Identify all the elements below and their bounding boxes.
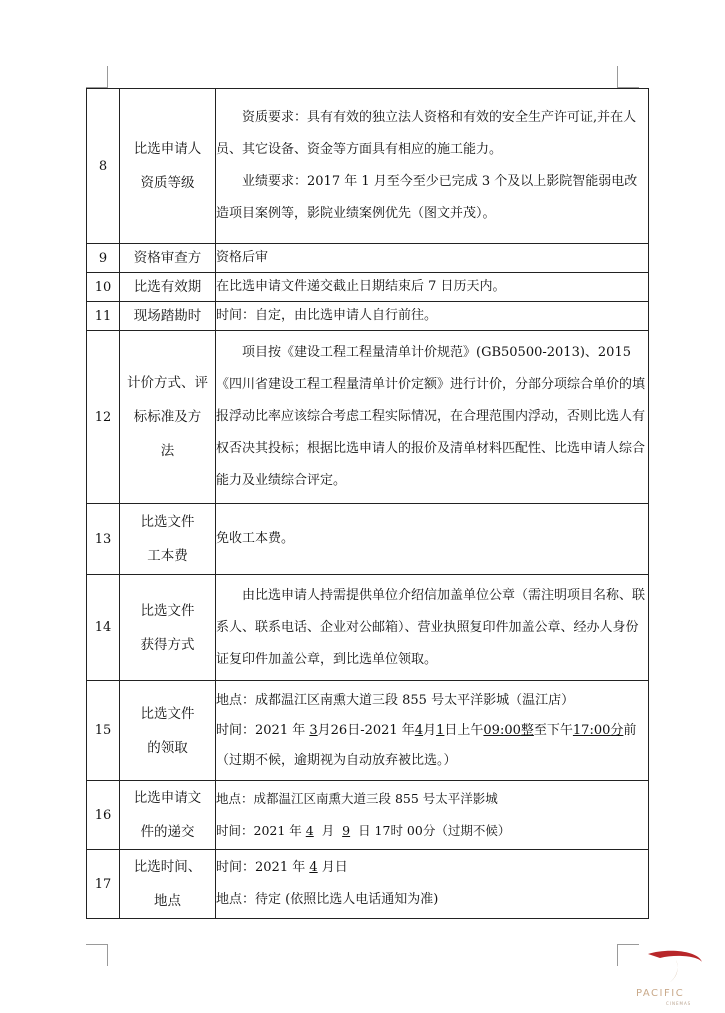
item-label-line: 标标准及方: [133, 409, 202, 425]
item-label-line: 比选申请文: [133, 790, 202, 806]
submit-time-line: [216, 815, 648, 847]
row-number: 13: [87, 504, 120, 575]
row-number: 16: [87, 781, 120, 850]
crop-mark-bottom-left-h: [86, 944, 107, 945]
month-value: 4: [305, 823, 314, 838]
day-value: 26: [330, 722, 348, 738]
item-content: [216, 331, 649, 504]
item-label-line: 比选申请人: [133, 141, 202, 157]
time-value: 09:00: [483, 722, 521, 738]
row-number: 8: [87, 89, 120, 244]
item-content: [216, 575, 649, 681]
content-paragraph: 地点：待定 (依照比选人电话通知为准): [216, 892, 439, 907]
content-paragraph: 项目按《建设工程工程量清单计价规范》(GB50500-2013)、2015《四川省建设工程工程量清单计价定额》进行计价，分部分项综合单价的填报浮动比率应该综合考虑工程实际情况，在合理范围内浮动，否则比选人有权否决其投标；根据比选申请人的报价及清单材料匹配性、比选申请人综合能力及业绩综合评定。: [216, 345, 646, 488]
item-label-line: 资格审查方: [133, 250, 202, 266]
item-content: [216, 273, 649, 302]
table-row: [87, 302, 649, 331]
content-paragraph: 业绩要求：2017 年 1 月至今至少已完成 3 个及以上影院智能弱电改造项目案例等，影院业绩案例优先（图文并茂）。: [216, 174, 638, 221]
item-label-line: 比选文件: [140, 602, 195, 619]
day-value: 9: [342, 823, 351, 838]
content-paragraph: 地点：成都温江区南熏大道三段 855 号太平洋影城（温江店）: [216, 692, 575, 708]
crop-mark-bottom-right-v: [617, 944, 618, 966]
table-row: [87, 781, 649, 850]
month-value: 4: [414, 722, 424, 738]
text: 日-2021 年: [347, 722, 415, 738]
item-label-line: 获得方式: [140, 636, 195, 653]
text: 日: [334, 860, 348, 875]
item-label-line: 地点: [154, 893, 181, 909]
content-paragraph: 地点：成都温江区南熏大道三段 855 号太平洋影城: [216, 791, 498, 806]
text: 前（过期不候，逾期视为自动放弃被比选。）: [216, 722, 637, 768]
item-label-line: 法: [160, 443, 175, 459]
crop-mark-bottom-left-v: [107, 944, 108, 966]
item-label: [120, 244, 216, 273]
item-label: [120, 89, 216, 244]
logo-swoosh: [648, 951, 702, 962]
item-content: [216, 244, 649, 273]
text: 至下午: [533, 722, 573, 738]
item-label-line: 工本费: [147, 548, 188, 564]
text: 月: [423, 722, 437, 738]
row-number: 15: [87, 681, 120, 781]
bid-info-table: [86, 88, 649, 919]
item-label-line: 比选文件: [140, 705, 195, 722]
text: 月: [321, 860, 335, 875]
text: 时间：2021 年: [216, 860, 306, 875]
selection-time-line: [216, 852, 648, 884]
content-paragraph: 时间：自定，由比选申请人自行前往。: [216, 308, 438, 323]
item-label: [120, 781, 216, 850]
row-number: 10: [87, 273, 120, 302]
month-value: 4: [309, 860, 318, 875]
table-row: [87, 504, 649, 575]
crop-mark-top-right-v: [617, 66, 618, 88]
table-row: [87, 89, 649, 244]
row-number: 14: [87, 575, 120, 681]
text: 日 17时 00分（过期不候）: [358, 823, 511, 838]
item-label-line: 比选时间、: [133, 859, 202, 875]
month-value: 3: [309, 722, 318, 738]
content-paragraph: 资质要求：具有有效的独立法人资格和有效的安全生产许可证,并在人员、其它设备、资金等方面具有相应的施工能力。: [216, 110, 637, 157]
item-label: [120, 331, 216, 504]
item-label-line: 的领取: [147, 739, 188, 756]
content-paragraph: 资格后审: [216, 250, 269, 265]
item-label: [120, 681, 216, 781]
item-label: [120, 504, 216, 575]
receive-time-line: [216, 716, 648, 776]
text: 分: [610, 722, 624, 738]
crop-mark-bottom-right-h: [618, 944, 639, 945]
row-number: 12: [87, 331, 120, 504]
item-label-line: 件的递交: [140, 824, 195, 840]
item-label-line: 资质等级: [140, 175, 195, 191]
row-number: 11: [87, 302, 120, 331]
crop-mark-top-left-v: [107, 66, 108, 88]
text: 时间：2021 年: [216, 823, 302, 838]
day-value: 1: [436, 722, 445, 738]
row-number: 17: [87, 850, 120, 919]
item-label-line: 比选文件: [140, 514, 195, 530]
text: 整: [520, 722, 534, 738]
item-label: [120, 850, 216, 919]
item-content: [216, 681, 649, 781]
item-label-line: 计价方式、评: [127, 375, 208, 391]
item-content: [216, 850, 649, 919]
item-content: [216, 89, 649, 244]
logo-sub: CINEMAS: [666, 1001, 692, 1006]
table-row: [87, 681, 649, 781]
table-row: [87, 331, 649, 504]
text: 月: [317, 722, 331, 738]
row-number: 9: [87, 244, 120, 273]
table-row: [87, 850, 649, 919]
item-content: [216, 504, 649, 575]
item-label: [120, 273, 216, 302]
item-label: [120, 302, 216, 331]
content-paragraph: 由比选申请人持需提供单位介绍信加盖单位公章（需注明项目名称、联系人、联系电话、企业对公邮箱）、营业执照复印件加盖公章、经办人身份证复印件加盖公章，到比选单位领取。: [216, 587, 646, 667]
table-row: [87, 273, 649, 302]
content-paragraph: 免收工本费。: [216, 531, 295, 546]
item-label-line: 现场踏勘时: [133, 308, 202, 324]
content-paragraph: 在比选申请文件递交截止日期结束后 7 日历天内。: [216, 279, 506, 294]
text: 时间：2021 年: [216, 722, 310, 738]
logo-brand: PACIFIC: [636, 988, 685, 999]
item-label-line: 比选有效期: [133, 279, 202, 295]
logo-stem: [670, 960, 678, 982]
text: 日上午: [444, 722, 484, 738]
table-row: [87, 244, 649, 273]
table-row: [87, 575, 649, 681]
item-label: [120, 575, 216, 681]
time-value: 17:00: [572, 722, 611, 738]
text: 月: [321, 823, 335, 838]
item-content: [216, 781, 649, 850]
item-content: [216, 302, 649, 331]
